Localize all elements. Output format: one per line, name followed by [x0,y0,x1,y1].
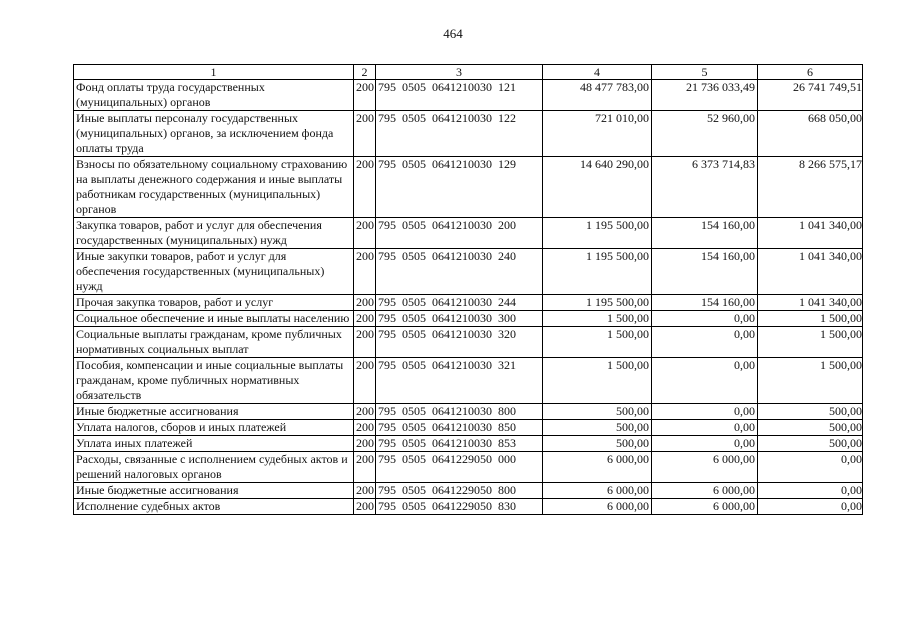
table-row [74,452,863,483]
row-value-4-cell: 1 195 500,00 [543,295,652,311]
table-row [74,249,863,295]
row-value-6-cell: 500,00 [758,404,863,420]
row-name-cell: Иные бюджетные ассигнования [74,404,354,420]
row-name-cell: Прочая закупка товаров, работ и услуг [74,295,354,311]
row-column-2-cell: 200 [354,249,376,295]
table-row [74,499,863,515]
table-row [74,157,863,218]
row-value-4-cell: 500,00 [543,420,652,436]
row-value-6-cell: 1 041 340,00 [758,295,863,311]
table-row [74,358,863,404]
row-value-6-cell: 1 041 340,00 [758,249,863,295]
row-value-4-cell: 500,00 [543,404,652,420]
row-code-cell: 795 0505 0641229050 830 [376,499,543,515]
column-header-3: 3 [376,65,543,80]
row-column-2-cell: 200 [354,80,376,111]
row-column-2-cell: 200 [354,499,376,515]
row-value-5-cell: 0,00 [652,311,758,327]
header-row [74,65,863,80]
table-body [74,80,863,515]
row-value-4-cell: 500,00 [543,436,652,452]
row-column-2-cell: 200 [354,311,376,327]
row-value-6-cell: 500,00 [758,436,863,452]
row-column-2-cell: 200 [354,157,376,218]
row-column-2-cell: 200 [354,358,376,404]
table-header [74,65,863,80]
table-row [74,483,863,499]
row-value-4-cell: 6 000,00 [543,452,652,483]
row-value-6-cell: 1 500,00 [758,358,863,404]
row-column-2-cell: 200 [354,327,376,358]
row-value-4-cell: 6 000,00 [543,483,652,499]
row-code-cell: 795 0505 0641210030 300 [376,311,543,327]
column-header-4: 4 [543,65,652,80]
table-row [74,80,863,111]
row-value-6-cell: 1 500,00 [758,327,863,358]
table-row [74,436,863,452]
table-row [74,404,863,420]
row-column-2-cell: 200 [354,404,376,420]
row-code-cell: 795 0505 0641210030 129 [376,157,543,218]
row-value-5-cell: 52 960,00 [652,111,758,157]
row-name-cell: Фонд оплаты труда государственных (муниципальных) органов [74,80,354,111]
row-code-cell: 795 0505 0641210030 321 [376,358,543,404]
row-column-2-cell: 200 [354,436,376,452]
row-code-cell: 795 0505 0641229050 800 [376,483,543,499]
row-value-4-cell: 6 000,00 [543,499,652,515]
row-value-5-cell: 0,00 [652,327,758,358]
column-header-6: 6 [758,65,863,80]
row-value-4-cell: 721 010,00 [543,111,652,157]
row-value-5-cell: 6 000,00 [652,499,758,515]
row-value-5-cell: 154 160,00 [652,295,758,311]
row-value-4-cell: 1 500,00 [543,358,652,404]
row-code-cell: 795 0505 0641210030 320 [376,327,543,358]
row-value-5-cell: 21 736 033,49 [652,80,758,111]
row-name-cell: Уплата налогов, сборов и иных платежей [74,420,354,436]
row-value-6-cell: 668 050,00 [758,111,863,157]
row-name-cell: Пособия, компенсации и иные социальные выплаты гражданам, кроме публичных нормативных обязательств [74,358,354,404]
row-value-5-cell: 154 160,00 [652,218,758,249]
row-name-cell: Иные бюджетные ассигнования [74,483,354,499]
row-column-2-cell: 200 [354,452,376,483]
budget-table [73,64,863,515]
row-value-5-cell: 0,00 [652,420,758,436]
row-name-cell: Иные закупки товаров, работ и услуг для обеспечения государственных (муниципальных) нужд [74,249,354,295]
column-header-1: 1 [74,65,354,80]
row-value-6-cell: 0,00 [758,483,863,499]
row-value-5-cell: 0,00 [652,358,758,404]
row-code-cell: 795 0505 0641210030 200 [376,218,543,249]
row-name-cell: Социальное обеспечение и иные выплаты населению [74,311,354,327]
row-code-cell: 795 0505 0641210030 240 [376,249,543,295]
row-column-2-cell: 200 [354,218,376,249]
row-value-6-cell: 500,00 [758,420,863,436]
row-column-2-cell: 200 [354,111,376,157]
page-number: 464 [443,26,463,41]
table-row [74,295,863,311]
row-value-6-cell: 8 266 575,17 [758,157,863,218]
table-row [74,111,863,157]
row-value-6-cell: 0,00 [758,452,863,483]
row-code-cell: 795 0505 0641210030 850 [376,420,543,436]
row-value-5-cell: 0,00 [652,436,758,452]
row-name-cell: Уплата иных платежей [74,436,354,452]
row-value-4-cell: 14 640 290,00 [543,157,652,218]
row-column-2-cell: 200 [354,295,376,311]
table-row [74,218,863,249]
row-value-4-cell: 1 195 500,00 [543,218,652,249]
row-column-2-cell: 200 [354,483,376,499]
row-code-cell: 795 0505 0641229050 000 [376,452,543,483]
row-value-6-cell: 0,00 [758,499,863,515]
row-value-5-cell: 0,00 [652,404,758,420]
row-name-cell: Иные выплаты персоналу государственных (муниципальных) органов, за исключением фонда оплаты труда [74,111,354,157]
row-name-cell: Исполнение судебных актов [74,499,354,515]
row-value-5-cell: 6 373 714,83 [652,157,758,218]
table-row [74,311,863,327]
column-header-2: 2 [354,65,376,80]
row-code-cell: 795 0505 0641210030 800 [376,404,543,420]
row-code-cell: 795 0505 0641210030 244 [376,295,543,311]
row-value-6-cell: 26 741 749,51 [758,80,863,111]
row-code-cell: 795 0505 0641210030 121 [376,80,543,111]
row-value-5-cell: 6 000,00 [652,452,758,483]
row-code-cell: 795 0505 0641210030 122 [376,111,543,157]
row-name-cell: Закупка товаров, работ и услуг для обеспечения государственных (муниципальных) нужд [74,218,354,249]
column-header-5: 5 [652,65,758,80]
row-value-4-cell: 1 500,00 [543,327,652,358]
row-value-4-cell: 48 477 783,00 [543,80,652,111]
row-name-cell: Расходы, связанные с исполнением судебных актов и решений налоговых органов [74,452,354,483]
row-name-cell: Взносы по обязательному социальному страхованию на выплаты денежного содержания и иные выплаты работникам государственных (муниципальных) органов [74,157,354,218]
row-value-4-cell: 1 195 500,00 [543,249,652,295]
row-value-6-cell: 1 500,00 [758,311,863,327]
table-row [74,420,863,436]
row-value-5-cell: 6 000,00 [652,483,758,499]
row-name-cell: Социальные выплаты гражданам, кроме публичных нормативных социальных выплат [74,327,354,358]
row-column-2-cell: 200 [354,420,376,436]
row-value-5-cell: 154 160,00 [652,249,758,295]
row-code-cell: 795 0505 0641210030 853 [376,436,543,452]
table-row [74,327,863,358]
row-value-4-cell: 1 500,00 [543,311,652,327]
row-value-6-cell: 1 041 340,00 [758,218,863,249]
